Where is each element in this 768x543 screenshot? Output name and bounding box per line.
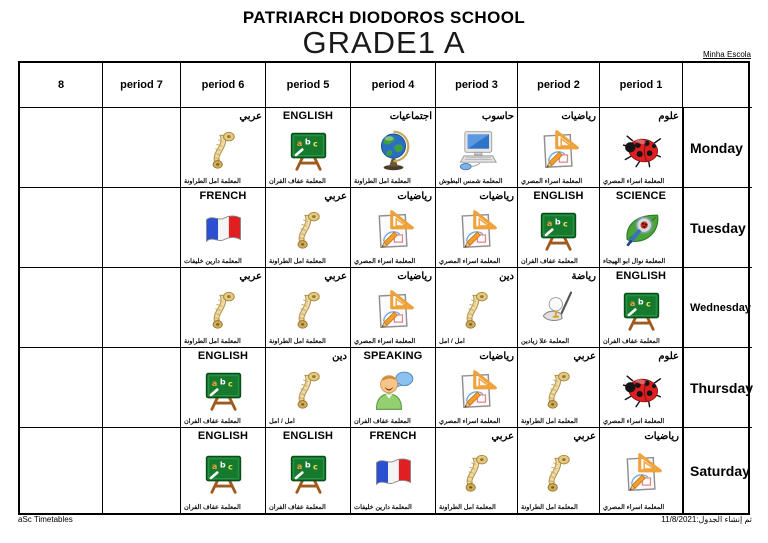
lesson-cell[interactable] (180, 187, 265, 267)
svg-text:c: c (227, 378, 233, 388)
subject-label: رياضيات (397, 271, 432, 282)
subject-label: رياضيات (479, 191, 514, 202)
day-label-saturday (682, 427, 752, 513)
empty-cell[interactable] (102, 347, 180, 427)
day-name: Monday (690, 139, 743, 156)
column-header: period 2 (517, 63, 599, 107)
lesson-cell[interactable] (265, 427, 350, 513)
empty-cell[interactable] (20, 107, 102, 187)
subject-label: SCIENCE (615, 190, 667, 202)
teacher-name: المعلمة عفاف الفران (269, 504, 326, 511)
lesson-cell[interactable] (350, 347, 435, 427)
subject-label: SPEAKING (363, 350, 423, 362)
teacher-name: المعلمة امل الطراونة (184, 338, 241, 345)
ladybug-icon (603, 363, 679, 417)
subject-label: رياضيات (561, 111, 596, 122)
empty-cell[interactable] (20, 427, 102, 513)
teacher-name: المعلمة عفاف الفران (269, 178, 326, 185)
svg-text:b: b (637, 297, 644, 307)
column-header: period 1 (599, 63, 682, 107)
subject-label: ENGLISH (282, 430, 334, 442)
subject-label: عربي (239, 111, 262, 122)
empty-cell[interactable] (102, 427, 180, 513)
created-date-label: تم إنشاء الجدول:11/8/2021 (661, 515, 752, 524)
lesson-cell[interactable] (180, 107, 265, 187)
chalkboard-icon (184, 363, 262, 417)
teacher-name: المعلمة عفاف الفران (354, 418, 411, 425)
lesson-cell[interactable] (435, 427, 517, 513)
lesson-cell[interactable] (180, 267, 265, 347)
teacher-name: امل / امل (439, 338, 465, 345)
column-header: period 6 (180, 63, 265, 107)
lesson-cell[interactable] (435, 267, 517, 347)
teacher-name: المعلمة علا زيادين (521, 338, 570, 345)
subject-label: ENGLISH (197, 350, 249, 362)
svg-text:b: b (304, 460, 311, 470)
teacher-name: المعلمة نوال ابو الهيجاء (603, 258, 666, 265)
chalkboard-icon (184, 443, 262, 503)
subject-label: علوم (658, 111, 679, 122)
subject-label: FRENCH (369, 430, 417, 442)
computer-icon (439, 123, 514, 177)
lesson-cell[interactable] (435, 107, 517, 187)
scroll-icon (269, 363, 347, 417)
scroll-icon (521, 363, 596, 417)
lesson-cell[interactable] (180, 347, 265, 427)
geometry-icon (603, 443, 679, 503)
column-header: 8 (57, 79, 65, 91)
science-icon (603, 203, 679, 257)
subject-label: عربي (239, 271, 262, 282)
lesson-cell[interactable] (517, 107, 599, 187)
teacher-name: المعلمة اسراء المصري (354, 258, 416, 265)
subject-label: FRENCH (199, 190, 247, 202)
teacher-name: المعلمة اسراء المصري (439, 418, 501, 425)
lesson-cell[interactable] (517, 267, 599, 347)
svg-text:b: b (219, 377, 226, 387)
svg-text:c: c (645, 298, 651, 308)
day-label-tuesday (682, 187, 752, 267)
lesson-cell[interactable] (180, 427, 265, 513)
day-name: Saturday (690, 462, 750, 479)
day-name: Tuesday (690, 219, 746, 236)
scroll-icon (439, 283, 514, 337)
scroll-icon (184, 123, 262, 177)
svg-text:c: c (312, 138, 318, 148)
teacher-name: المعلمة عفاف الفران (603, 338, 660, 345)
french-flag-icon (184, 203, 262, 257)
subject-label: رياضيات (479, 351, 514, 362)
scroll-icon (269, 283, 347, 337)
subject-label: حاسوب (481, 111, 514, 122)
svg-text:b: b (304, 137, 311, 147)
svg-text:a: a (296, 461, 302, 471)
column-header: period 7 (102, 63, 180, 107)
teacher-name: المعلمة اسراء المصري (354, 338, 416, 345)
subject-label: ENGLISH (197, 430, 249, 442)
subject-label: رياضة (571, 271, 596, 282)
svg-text:b: b (554, 217, 561, 227)
geometry-icon (354, 203, 432, 257)
subject-label: ENGLISH (533, 190, 584, 202)
lesson-cell[interactable] (350, 107, 435, 187)
class-title: GRADE1 A (302, 25, 466, 60)
svg-text:c: c (312, 461, 318, 471)
lesson-cell[interactable] (599, 187, 682, 267)
teacher-name: امل / امل (269, 418, 295, 425)
teacher-name: المعلمة اسراء المصري (521, 178, 583, 185)
teacher-name: المعلمة امل الطراونة (354, 178, 411, 185)
subject-label: اجتماعيات (389, 111, 432, 122)
teacher-name: المعلمة شمس البطوش (439, 178, 503, 185)
day-name: Thursday (690, 379, 754, 396)
lesson-cell[interactable] (265, 187, 350, 267)
day-name: Wednesday (690, 301, 751, 314)
column-header: period 5 (265, 63, 350, 107)
column-header (682, 63, 752, 107)
day-label-wednesday (682, 267, 752, 347)
empty-cell[interactable] (20, 347, 102, 427)
column-header: period 3 (435, 63, 517, 107)
subject-label: رياضيات (644, 431, 679, 442)
svg-text:a: a (296, 138, 302, 148)
lesson-cell[interactable] (265, 107, 350, 187)
chalkboard-icon (603, 283, 679, 337)
lesson-cell[interactable] (435, 187, 517, 267)
chalkboard-icon (269, 123, 347, 177)
lesson-cell[interactable] (350, 187, 435, 267)
scroll-icon (439, 443, 514, 503)
app-name-label: aSc Timetables (18, 515, 73, 524)
scroll-icon (269, 203, 347, 257)
ladybug-icon (603, 123, 679, 177)
lesson-cell[interactable] (599, 427, 682, 513)
svg-text:a: a (629, 298, 635, 308)
teacher-name: المعلمة اسراء المصري (603, 418, 665, 425)
lesson-cell[interactable] (517, 187, 599, 267)
subject-label: ENGLISH (615, 270, 667, 282)
chalkboard-icon (521, 203, 596, 257)
teacher-name: المعلمة دارين خليفات (184, 258, 242, 265)
subject-label: عربي (324, 271, 347, 282)
subject-label: دين (499, 271, 514, 282)
geometry-icon (439, 203, 514, 257)
svg-text:a: a (211, 461, 217, 471)
chalkboard-icon (269, 443, 347, 503)
lesson-cell[interactable] (265, 267, 350, 347)
scroll-icon (184, 283, 262, 337)
timetable-grid (18, 61, 754, 515)
teacher-name: المعلمة اسراء المصري (603, 504, 665, 511)
scroll-icon (521, 443, 596, 503)
svg-text:c: c (562, 218, 568, 228)
speaking-icon (354, 363, 432, 417)
subject-label: عربي (573, 431, 596, 442)
lesson-cell[interactable] (517, 427, 599, 513)
page-title: PATRIARCH DIODOROS SCHOOL (242, 8, 526, 27)
teacher-name: المعلمة امل الطراونة (184, 178, 241, 185)
subject-label: عربي (573, 351, 596, 362)
teacher-name: المعلمة امل الطراونة (269, 258, 326, 265)
geometry-icon (521, 123, 596, 177)
lesson-cell[interactable] (265, 347, 350, 427)
teacher-name: المعلمة امل الطراونة (439, 504, 496, 511)
teacher-name: المعلمة اسراء المصري (439, 258, 501, 265)
subject-label: عربي (324, 191, 347, 202)
column-header: period 4 (350, 63, 435, 107)
lesson-cell[interactable] (435, 347, 517, 427)
svg-text:a: a (546, 218, 553, 228)
svg-text:c: c (227, 461, 233, 471)
geometry-icon (439, 363, 514, 417)
golf-icon (521, 283, 596, 337)
lesson-cell[interactable] (599, 267, 682, 347)
subject-label: رياضيات (397, 191, 432, 202)
lesson-cell[interactable] (599, 347, 682, 427)
teacher-name: المعلمة عفاف الفران (184, 418, 241, 425)
lesson-cell[interactable] (517, 347, 599, 427)
subject-label: ENGLISH (282, 110, 334, 122)
globe-icon (354, 123, 432, 177)
teacher-name: المعلمة عفاف الفران (521, 258, 578, 265)
lesson-cell[interactable] (350, 267, 435, 347)
teacher-name: المعلمة عفاف الفران (184, 504, 241, 511)
teacher-name: المعلمة امل الطراونة (269, 338, 326, 345)
teacher-name: المعلمة دارين خليفات (354, 504, 412, 511)
svg-text:b: b (219, 460, 226, 470)
geometry-icon (354, 283, 432, 337)
subject-label: دين (332, 351, 347, 362)
svg-text:a: a (211, 378, 217, 388)
empty-cell[interactable] (20, 187, 102, 267)
lesson-cell[interactable] (599, 107, 682, 187)
lesson-cell[interactable] (350, 427, 435, 513)
empty-cell[interactable] (102, 187, 180, 267)
empty-cell[interactable] (20, 267, 102, 347)
empty-cell[interactable] (102, 107, 180, 187)
subject-label: علوم (658, 351, 679, 362)
watermark-label: Minha Escola (702, 50, 751, 59)
subject-label: عربي (491, 431, 514, 442)
teacher-name: المعلمة اسراء المصري (603, 178, 665, 185)
teacher-name: المعلمة امل الطراونة (521, 418, 578, 425)
empty-cell[interactable] (102, 267, 180, 347)
teacher-name: المعلمة امل الطراونة (521, 504, 578, 511)
day-label-monday (682, 107, 752, 187)
day-label-thursday (682, 347, 752, 427)
french-flag-icon (354, 443, 432, 503)
